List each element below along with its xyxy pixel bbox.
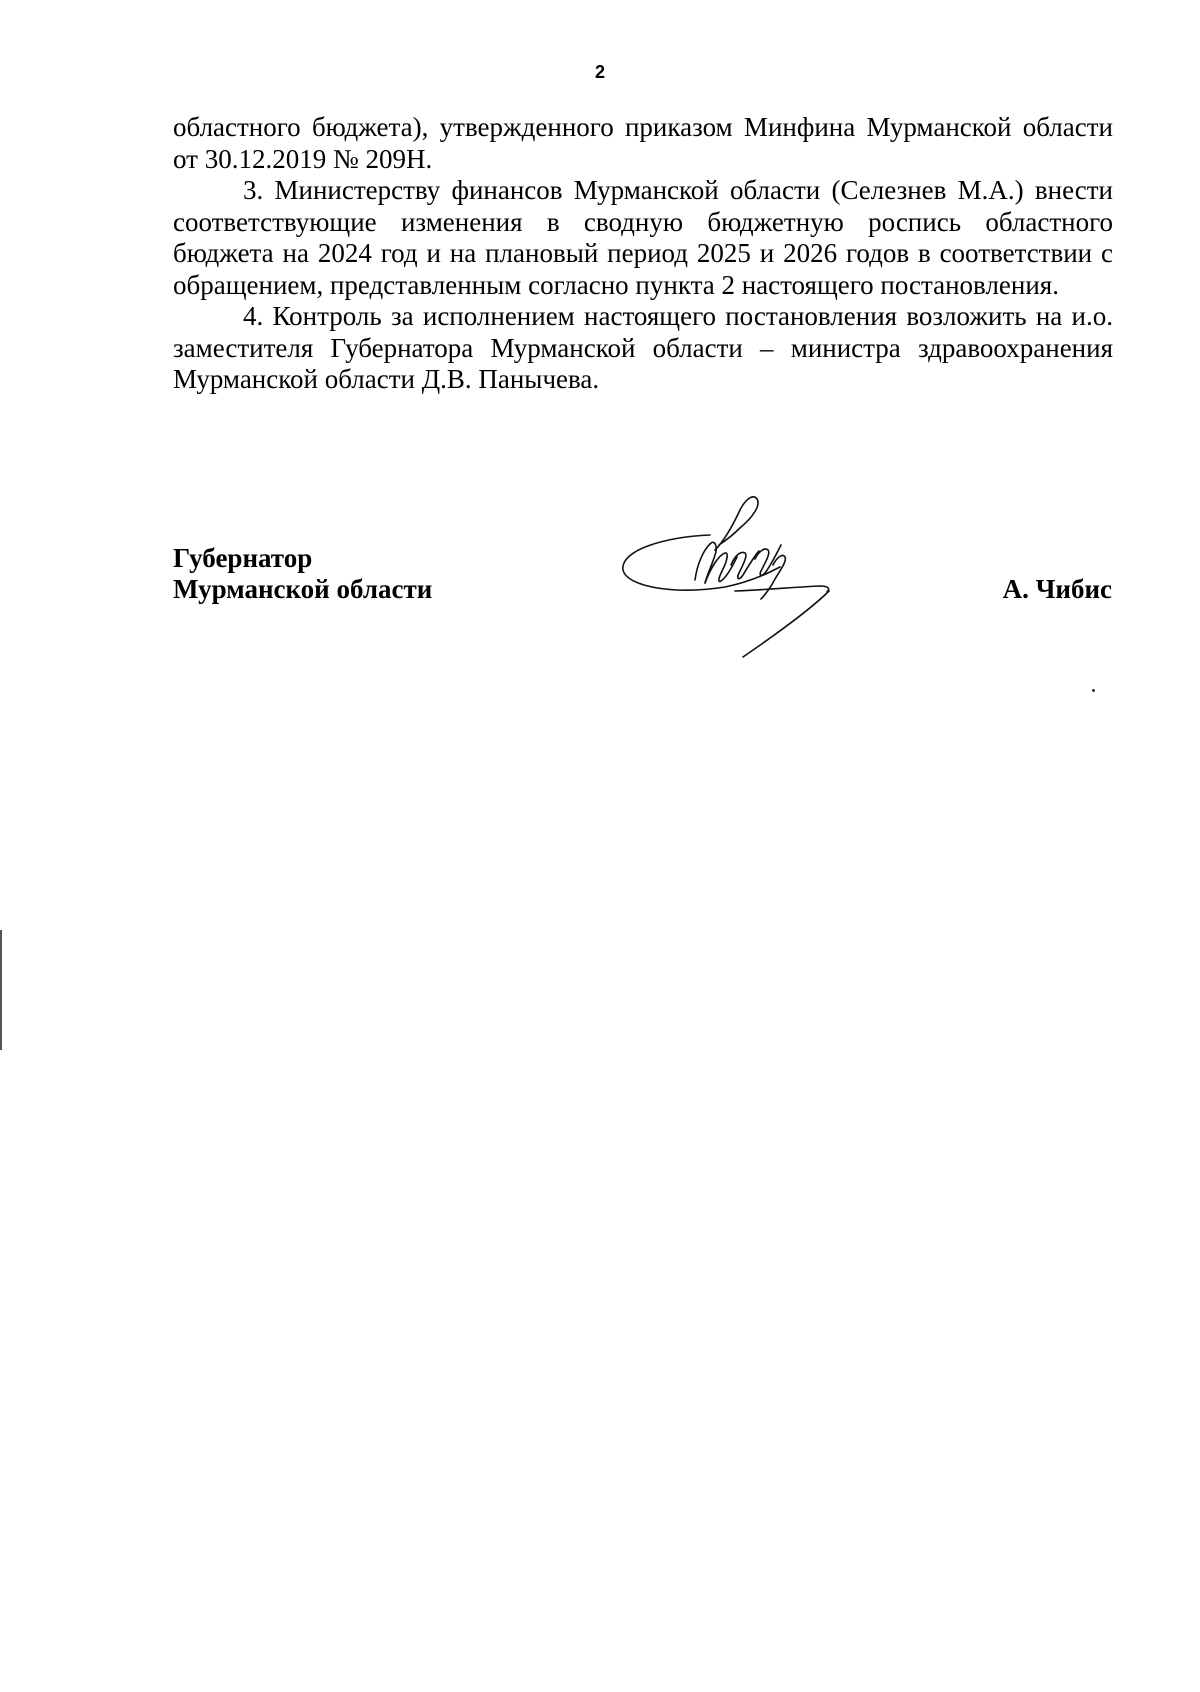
handwritten-signature	[615, 495, 895, 670]
scan-speck	[1092, 689, 1095, 692]
page-number: 2	[594, 62, 605, 82]
document-body	[173, 112, 1113, 396]
scan-margin-line	[0, 930, 2, 1050]
paragraph-item-4: 4. Контроль за исполнением настоящего постановления возложить на и.о. заместителя Губернатора Мурманской области – министра здравоохранения Мурманской области Д.В. Панычева.	[173, 301, 1113, 394]
paragraph-budget-continuation: областного бюджета), утвержденного приказом Минфина Мурманской области от 30.12.2019 № 209Н.	[173, 112, 1113, 174]
signatory-title-line1: Губернатор	[173, 543, 313, 573]
signatory-title	[173, 543, 432, 605]
paragraph-item-3: 3. Министерству финансов Мурманской области (Селезнев М.А.) внести соответствующие изменения в сводную бюджетную роспись областного бюджета на 2024 год и на плановый период 2025 и 2026 годов в соответствии с обращением, представленным согласно пункта 2 настоящего постановления.	[173, 175, 1113, 300]
signatory-name: А. Чибис	[1002, 574, 1112, 604]
signatory-title-line2: Мурманской области	[173, 574, 433, 604]
